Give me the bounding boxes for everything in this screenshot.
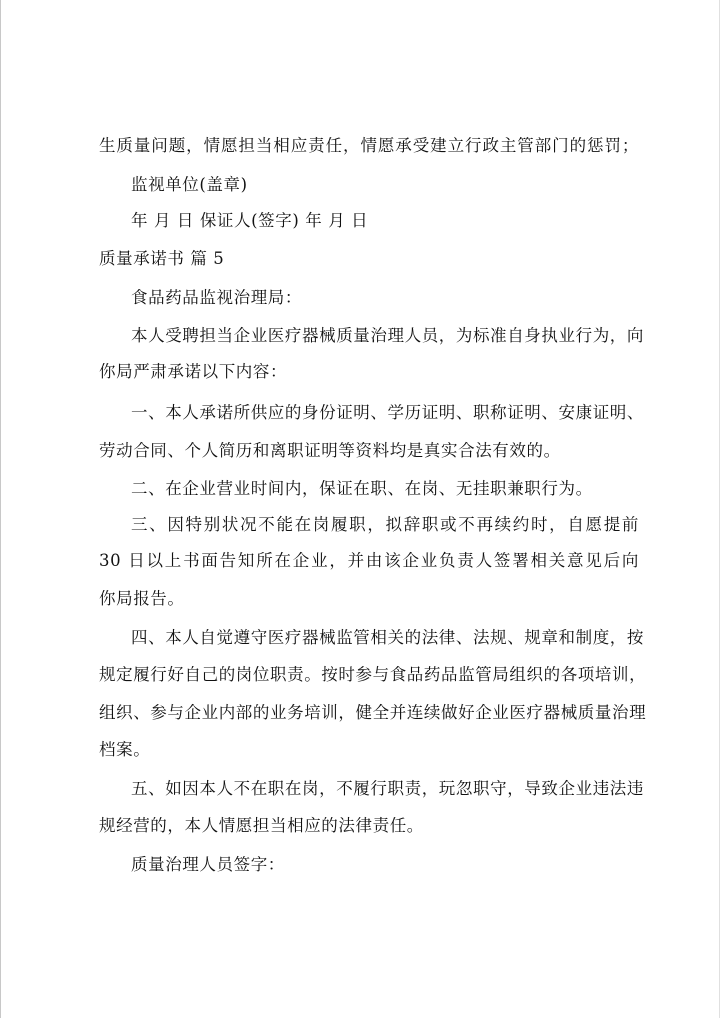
text-line-17: 档案。	[99, 740, 151, 759]
text-line-10: 二、在企业营业时间内，保证在职、在岗、无挂职兼职行为。	[131, 479, 593, 498]
text-line-18: 五、如因本人不在职在岗，不履行职责，玩忽职守，导致企业违法违	[131, 779, 644, 798]
text-line-8: 一、本人承诺所供应的身份证明、学历证明、职称证明、安康证明、	[131, 403, 644, 422]
text-line-12: 30 日以上书面告知所在企业，并由该企业负责人签署相关意见后向	[99, 551, 639, 570]
signature-line: 质量治理人员签字：	[131, 855, 285, 874]
text-line-16: 组织、参与企业内部的业务培训，健全并连续做好企业医疗器械质量治理	[99, 703, 647, 722]
text-line-11: 三、因特别状况不能在岗履职，拟辞职或不再续约时，自愿提前	[131, 515, 639, 534]
text-line-2: 监视单位(盖章)	[131, 175, 248, 194]
text-line-19: 规经营的，本人情愿担当相应的法律责任。	[99, 816, 424, 835]
text-line-1: 生质量问题，情愿担当相应责任，情愿承受建立行政主管部门的惩罚；	[99, 136, 639, 155]
text-line-13: 你局报告。	[99, 589, 185, 608]
section-heading: 质量承诺书 篇 5	[99, 249, 225, 268]
addressee-line: 食品药品监视治理局：	[131, 288, 302, 307]
text-line-14: 四、本人自觉遵守医疗器械监管相关的法律、法规、规章和制度，按	[131, 628, 644, 647]
page-border-left	[0, 0, 1, 1018]
text-line-15: 规定履行好自己的岗位职责。按时参与食品药品监管局组织的各项培训，	[99, 665, 647, 684]
text-line-6: 本人受聘担当企业医疗器械质量治理人员，为标准自身执业行为，向	[131, 326, 644, 345]
text-line-7: 你局严肃承诺以下内容：	[99, 362, 288, 381]
text-line-3: 年 月 日 保证人(签字) 年 月 日	[131, 211, 369, 230]
text-line-9: 劳动合同、个人简历和离职证明等资料均是真实合法有效的。	[99, 441, 561, 460]
